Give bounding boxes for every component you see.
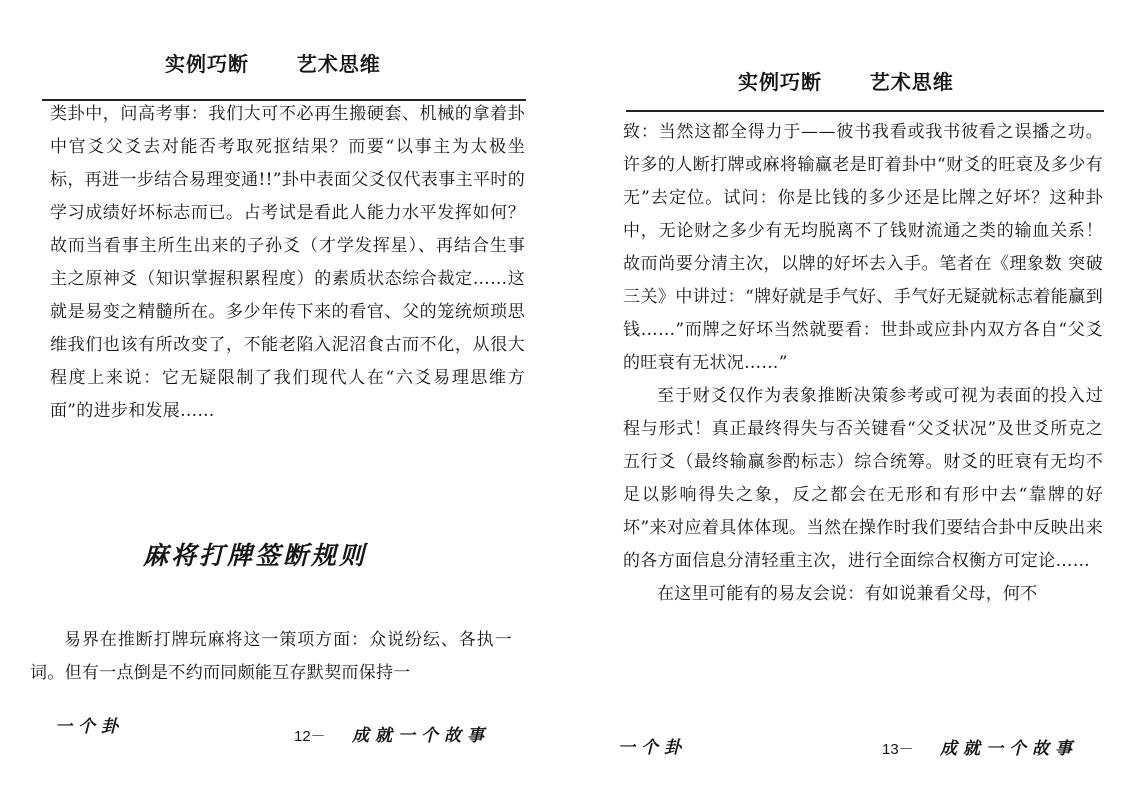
right-page	[570, 0, 1140, 804]
paragraph: 至于财爻仅作为表象推断决策参考或可视为表面的投入过程与形式！真正最终得失与否关键看“父爻状况”及世爻所克之五行爻（最终输赢参酌标志）综合统筹。财爻的旺衰有无均不足以影响得失之象，反之都会在无形和有形中去“靠牌的好坏”来对应着具体体现。当然在操作时我们要结合卦中反映出来的各方面信息分清轻重主次，进行全面综合权衡方可定论……	[623, 386, 1103, 571]
running-header: 实例巧断 艺术思维	[165, 52, 381, 76]
paragraph: 易界在推断打牌玩麻将这一策项方面：众说纷纭、各执一词。但有一点倒是不约而同颇能互存默契而保持一	[30, 630, 512, 683]
section-title: 麻将打牌签断规则	[143, 541, 368, 570]
page-number: 13－	[882, 741, 914, 758]
body-text	[50, 98, 525, 428]
paragraph: 在这里可能有的易友会说：有如说兼看父母，何不	[657, 584, 1038, 604]
body-text	[623, 116, 1103, 611]
footer-right: 成就一个故事	[352, 726, 490, 746]
paragraph: 类卦中，问高考事：我们大可不必再生搬硬套、机械的拿着卦中官爻父爻去对能否考取死抠结果？而要“以事主为太极坐标，再进一步结合易理变通!!”卦中表面父爻仅代表事主平时的学习成绩好坏标志而已。占考试是看此人能力水平发挥如何？故而当看事主所生出来的子孙爻（才学发挥星）、再结合生事主之原神爻（知识掌握积累程度）的素质状态综合裁定……这就是易变之精髓所在。多少年传下来的看官、父的笼统烦琐思维我们也该有所改变了，不能老陷入泥沼食古而不化，从很大程度上来说：它无疑限制了我们现代人在“六爻易理思维方面”的进步和发展……	[50, 104, 525, 421]
footer-left: 一个卦	[618, 738, 687, 758]
header-rule	[626, 110, 1104, 112]
footer-left: 一个卦	[55, 717, 124, 737]
running-header: 实例巧断 艺术思维	[738, 70, 954, 94]
footer-right: 成就一个故事	[940, 739, 1078, 759]
page-number: 12－	[294, 728, 326, 745]
body-text-2	[30, 624, 512, 690]
paragraph: 致：当然这都全得力于——彼书我看或我书彼看之误播之功。许多的人断打牌或麻将输赢老是盯着卦中“财爻的旺衰及多少有无”去定位。试问：你是比钱的多少还是比牌之好坏？这种卦中，无论财之多少有无均脱离不了钱财流通之类的输血关系！故而尚要分清主次，以牌的好坏去入手。笔者在《理象数 突破三关》中讲过：“牌好就是手气好、手气好无疑就标志着能赢到钱……”而牌之好坏当然就要看：世卦或应卦内双方各自“父爻的旺衰有无状况……”	[623, 122, 1103, 373]
